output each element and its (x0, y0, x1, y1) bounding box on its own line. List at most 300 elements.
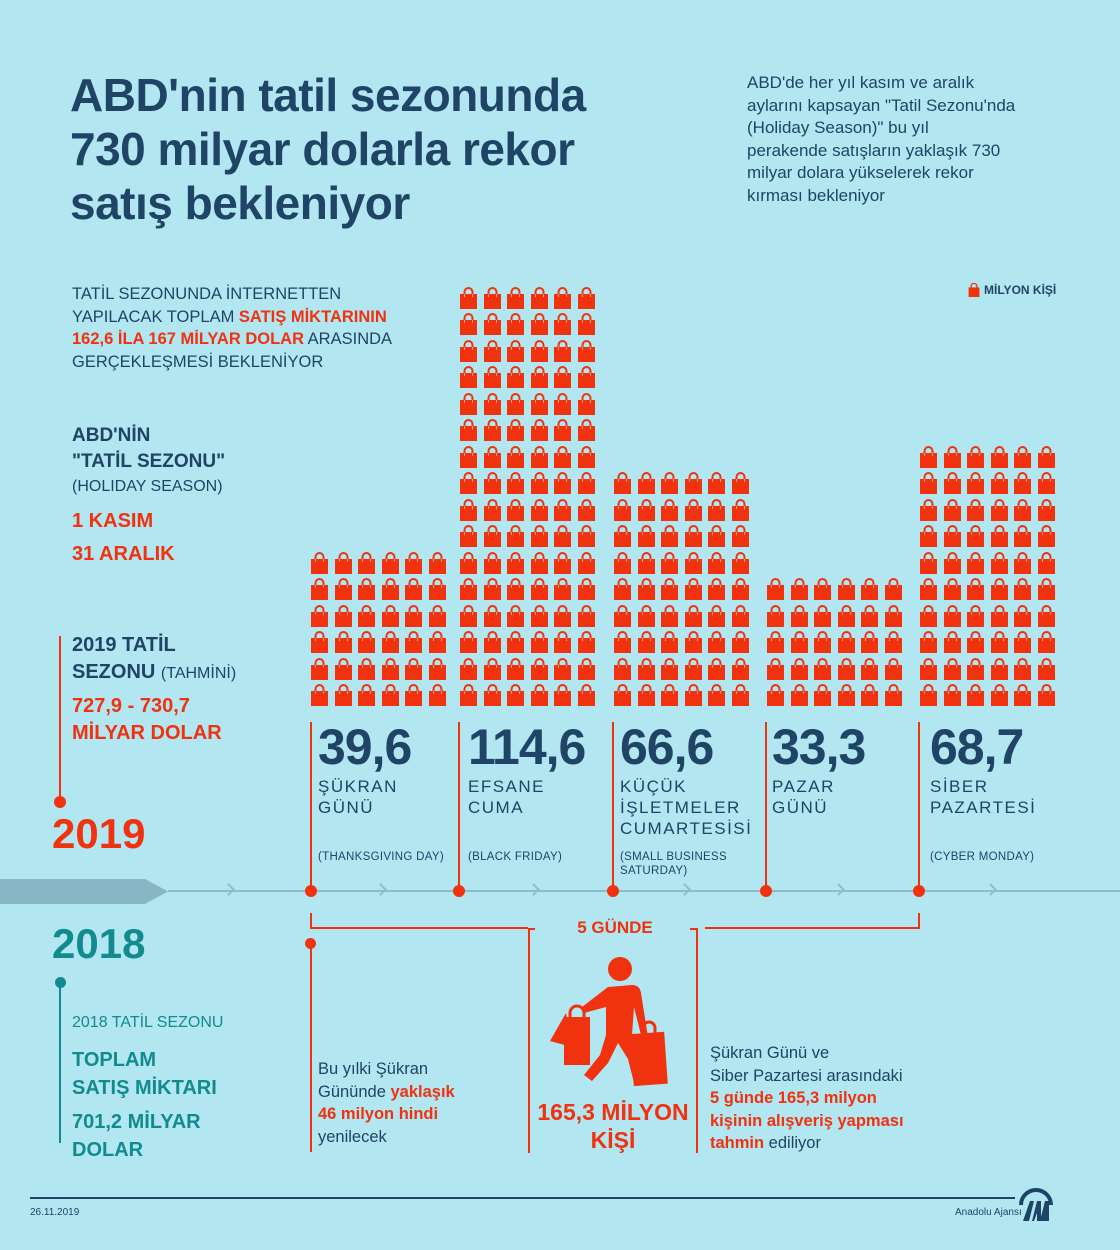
shopping-bag-icon (358, 578, 375, 600)
shopping-bag-icon (920, 578, 937, 600)
shopping-bag-icon (429, 631, 446, 653)
shopping-bag-icon (1014, 658, 1031, 680)
note-line (72, 306, 452, 329)
shopping-bag-icon (814, 578, 831, 600)
shopping-bag-icon (554, 472, 571, 494)
shopping-bag-icon (638, 684, 655, 706)
shopping-bag-icon (638, 472, 655, 494)
day-marker-dot (913, 885, 925, 897)
shopping-bag-icon (531, 446, 548, 468)
turkey-highlight: 46 milyon hindi (318, 1105, 439, 1123)
shopping-bag-icon (861, 605, 878, 627)
shopping-bag-icon (335, 605, 352, 627)
season-heading: "TATİL SEZONU" (72, 451, 226, 472)
shopping-bag-icon (991, 446, 1008, 468)
shopping-bag-icon (791, 684, 808, 706)
shopping-bag-icon (1038, 525, 1055, 547)
stat-small-business-saturday (620, 719, 770, 877)
shopping-bag-icon (358, 684, 375, 706)
season-2019-value: 727,9 - 730,7 (72, 695, 190, 717)
shopping-bag-icon (614, 578, 631, 600)
five-days-note (710, 1042, 970, 1155)
note-line: GERÇEKLEŞMESİ BEKLENİYOR (72, 352, 324, 371)
turkey-note-line (310, 944, 312, 1152)
day-marker-line (458, 722, 460, 892)
stat-label: GÜNÜ (318, 798, 375, 817)
shopping-bag-icon (382, 578, 399, 600)
season-start-date: 1 KASIM (72, 510, 154, 532)
season-2018-info (72, 1012, 312, 1164)
shopping-bag-icon (460, 684, 477, 706)
shopping-bag-icon (578, 340, 595, 362)
turkey-text: Gününde (318, 1082, 391, 1101)
shopping-bag-icon (382, 658, 399, 680)
shopping-bag-icon (767, 578, 784, 600)
season-2018-unit: DOLAR (72, 1139, 144, 1161)
stat-english-label: (CYBER MONDAY) (930, 851, 1035, 863)
stat-label: KÜÇÜK (620, 777, 688, 796)
shopping-bag-icon (335, 684, 352, 706)
shopping-bag-icon (460, 419, 477, 441)
shopping-bag-icon (335, 578, 352, 600)
shopping-bag-icon (382, 605, 399, 627)
shopping-bag-icon (638, 578, 655, 600)
shopping-bag-icon (578, 605, 595, 627)
shopping-bag-icon (661, 499, 678, 521)
shopping-bag-icon (578, 631, 595, 653)
shopping-bag-icon (661, 578, 678, 600)
shopping-bag-icon (460, 499, 477, 521)
shopping-bag-icon (460, 658, 477, 680)
shopping-bag-icon (554, 525, 571, 547)
shopping-bag-icon (967, 684, 984, 706)
intro-line: ABD'de her yıl kasım ve aralık (747, 73, 975, 92)
shopping-bag-icon (554, 287, 571, 309)
season-2019-unit: MİLYAR DOLAR (72, 722, 222, 744)
shopping-bag-icon (1038, 499, 1055, 521)
shopping-bag-icon (578, 446, 595, 468)
shopping-bag-icon (554, 313, 571, 335)
page-title (70, 68, 710, 230)
shopping-bag-icon (967, 631, 984, 653)
shopping-bag-icon (920, 631, 937, 653)
shopping-bag-icon (1014, 525, 1031, 547)
shopping-bag-icon (578, 658, 595, 680)
chevron-right-icon (832, 883, 845, 896)
shopping-bag-icon (732, 605, 749, 627)
pictogram-bar-cyber-monday (920, 446, 1055, 707)
bracket-right (705, 913, 920, 929)
shopping-bag-icon (484, 684, 501, 706)
shopping-bag-icon (578, 578, 595, 600)
shopping-bag-icon (920, 472, 937, 494)
shopping-bag-icon (614, 658, 631, 680)
stat-label: PAZARTESİ (930, 798, 1037, 817)
shopping-bag-icon (885, 684, 902, 706)
shopping-bag-icon (861, 578, 878, 600)
shopping-bag-icon (484, 287, 501, 309)
shopping-bag-icon (311, 684, 328, 706)
shopping-bag-icon (661, 605, 678, 627)
shopping-bag-icon (991, 552, 1008, 574)
shopping-bag-icon (484, 393, 501, 415)
shopping-bag-icon (944, 472, 961, 494)
shopping-bag-icon (767, 605, 784, 627)
season-2018-subtitle: 2018 TATİL SEZONU (72, 1014, 224, 1031)
stat-label: PAZAR (772, 777, 835, 796)
shopping-bag-icon (382, 684, 399, 706)
shopping-bag-icon (638, 525, 655, 547)
footer-date: 26.11.2019 (30, 1207, 80, 1218)
shopping-bag-icon (708, 631, 725, 653)
shopping-bag-icon (507, 658, 524, 680)
shopping-bag-icon (460, 393, 477, 415)
shopping-bag-icon (531, 340, 548, 362)
shopping-bag-icon (732, 552, 749, 574)
shopping-bag-icon (507, 605, 524, 627)
shopping-bag-icon (531, 631, 548, 653)
shopping-bag-icon (968, 283, 980, 297)
shopping-bag-icon (1014, 472, 1031, 494)
shopping-bag-icon (578, 552, 595, 574)
shopping-bag-icon (814, 684, 831, 706)
day-marker-dot (305, 885, 317, 897)
shopping-bag-icon (554, 340, 571, 362)
shopping-bag-icon (967, 605, 984, 627)
shopping-bag-icon (554, 605, 571, 627)
shopping-bag-icon (460, 340, 477, 362)
shopping-bag-icon (661, 472, 678, 494)
shopping-bag-icon (614, 499, 631, 521)
shopping-bag-icon (661, 631, 678, 653)
footer-agency: Anadolu Ajansı (955, 1207, 1022, 1218)
shopping-bag-icon (791, 605, 808, 627)
shopping-bag-icon (554, 499, 571, 521)
shopping-bag-icon (484, 472, 501, 494)
title-line: ABD'nin tatil sezonunda (70, 69, 586, 121)
shopping-bag-icon (1014, 499, 1031, 521)
stat-cyber-monday (930, 719, 1080, 863)
shopping-bag-icon (991, 684, 1008, 706)
day-marker-line (918, 722, 920, 892)
shopping-bag-icon (732, 499, 749, 521)
shopping-bag-icon (614, 525, 631, 547)
stat-thanksgiving (318, 719, 468, 863)
shopping-bag-icon (638, 631, 655, 653)
shopping-bag-icon (661, 552, 678, 574)
stat-label: EFSANE (468, 777, 546, 796)
pictogram-bar-thanksgiving (311, 552, 446, 707)
shopping-bag-icon (991, 525, 1008, 547)
turkey-line: yenilecek (318, 1127, 387, 1146)
season-2019-heading-text: SEZONU (72, 661, 156, 683)
chevron-right-icon (527, 883, 540, 896)
shopping-bag-icon (382, 631, 399, 653)
shopping-bag-icon (944, 499, 961, 521)
shopping-bag-icon (991, 605, 1008, 627)
five-days-label: 5 GÜNDE (577, 918, 653, 937)
stat-value: 68,7 (930, 719, 1024, 775)
shopping-bag-icon (578, 366, 595, 388)
intro-text (747, 72, 1077, 207)
shopping-bag-icon (554, 552, 571, 574)
shopping-bag-icon (920, 499, 937, 521)
shopping-bag-icon (685, 552, 702, 574)
between-line: Siber Pazartesi arasındaki (710, 1066, 903, 1085)
shopping-bag-icon (311, 658, 328, 680)
people-value: 165,3 MİLYON (537, 1099, 689, 1125)
shopping-bag-icon (484, 552, 501, 574)
shopping-bag-icon (1014, 631, 1031, 653)
shopping-bag-icon (920, 658, 937, 680)
title-line: 730 milyar dolarla rekor (70, 123, 575, 175)
shopping-bag-icon (507, 393, 524, 415)
shopping-bag-icon (554, 393, 571, 415)
shopping-bag-icon (484, 313, 501, 335)
shopping-bag-icon (507, 287, 524, 309)
shopping-bag-icon (661, 684, 678, 706)
shopping-bag-icon (708, 605, 725, 627)
shopping-bag-icon (861, 631, 878, 653)
between-line: Şükran Günü ve (710, 1044, 830, 1062)
timeline-2018-line (59, 983, 61, 1143)
shopping-bag-icon (944, 658, 961, 680)
stat-label: GÜNÜ (772, 798, 829, 817)
note-text: ARASINDA (304, 330, 393, 348)
shopping-bag-icon (861, 684, 878, 706)
shopping-bag-icon (507, 340, 524, 362)
shopping-bag-icon (507, 499, 524, 521)
shopper-icon (548, 955, 672, 1090)
shopping-bag-icon (944, 446, 961, 468)
shopping-bag-icon (638, 552, 655, 574)
shopping-bag-icon (944, 631, 961, 653)
shopping-bag-icon (507, 419, 524, 441)
season-2018-value: 701,2 MİLYAR (72, 1111, 201, 1133)
shopping-bag-icon (335, 631, 352, 653)
shopping-bag-icon (920, 552, 937, 574)
shopping-bag-icon (685, 684, 702, 706)
shopping-bag-icon (767, 658, 784, 680)
chart-legend (968, 283, 1056, 297)
shopping-bag-icon (484, 605, 501, 627)
timeline-2019-dot (54, 796, 66, 808)
shopping-bag-icon (405, 552, 422, 574)
shopping-bag-icon (708, 552, 725, 574)
shopping-bag-icon (405, 605, 422, 627)
shopping-bag-icon (708, 472, 725, 494)
day-marker-dot (607, 885, 619, 897)
shopping-bag-icon (358, 552, 375, 574)
holiday-season-info (72, 423, 302, 571)
shopping-bag-icon (578, 287, 595, 309)
shopping-bag-icon (358, 605, 375, 627)
shopping-bag-icon (460, 578, 477, 600)
turkey-note (318, 1058, 518, 1148)
shopping-bag-icon (335, 658, 352, 680)
shopping-bag-icon (614, 631, 631, 653)
shopping-bag-icon (311, 578, 328, 600)
shopping-bag-icon (311, 631, 328, 653)
shopping-bag-icon (685, 578, 702, 600)
shopping-bag-icon (531, 313, 548, 335)
season-2019-note: (TAHMİNİ) (160, 665, 237, 682)
shopping-bag-icon (507, 472, 524, 494)
season-2018-heading: TOPLAM (72, 1049, 157, 1071)
shopping-bag-icon (920, 605, 937, 627)
shopping-bag-icon (554, 631, 571, 653)
shopping-bag-icon (429, 605, 446, 627)
shopping-bag-icon (967, 658, 984, 680)
shopping-bag-icon (358, 631, 375, 653)
shopping-bag-icon (484, 340, 501, 362)
shopping-bag-icon (1038, 578, 1055, 600)
shopping-bag-icon (991, 499, 1008, 521)
timeline-arrow-bar (0, 879, 168, 904)
shopping-bag-icon (531, 552, 548, 574)
shopping-bag-icon (967, 552, 984, 574)
note-text: YAPILACAK TOPLAM (72, 307, 239, 326)
shopping-bag-icon (1014, 605, 1031, 627)
shopping-bag-icon (1014, 578, 1031, 600)
shopping-bag-icon (1038, 631, 1055, 653)
season-2019-info (72, 632, 312, 747)
note-line: TATİL SEZONUNDA İNTERNETTEN (72, 285, 342, 303)
turkey-highlight: yaklaşık (390, 1082, 455, 1101)
stat-label: ŞÜKRAN (318, 777, 398, 796)
shopping-bag-icon (885, 578, 902, 600)
shopping-bag-icon (967, 578, 984, 600)
stat-label: CUMA (468, 798, 525, 817)
shopping-bag-icon (791, 631, 808, 653)
shopping-bag-icon (614, 684, 631, 706)
shopping-bag-icon (460, 605, 477, 627)
legend-label: MİLYON KİŞİ (984, 283, 1057, 297)
shopping-bag-icon (554, 658, 571, 680)
shopping-bag-icon (507, 446, 524, 468)
shopping-bag-icon (732, 658, 749, 680)
shopping-bag-icon (554, 684, 571, 706)
shopping-bag-icon (1038, 605, 1055, 627)
pictogram-bar-black-friday (460, 287, 595, 707)
pictogram-bar-sunday (767, 578, 902, 706)
shopping-bag-icon (531, 472, 548, 494)
shopping-bag-icon (967, 472, 984, 494)
stat-english-label: SATURDAY) (620, 865, 688, 877)
shopping-bag-icon (661, 525, 678, 547)
shopping-bag-icon (484, 631, 501, 653)
shopping-bag-icon (554, 446, 571, 468)
shopping-bag-icon (484, 578, 501, 600)
shopping-bag-icon (460, 446, 477, 468)
stat-sunday (772, 719, 922, 818)
day-marker-dot (453, 885, 465, 897)
year-2018-label: 2018 (52, 920, 146, 967)
shopping-bag-icon (685, 525, 702, 547)
shopping-bag-icon (531, 658, 548, 680)
shopping-bag-icon (1038, 684, 1055, 706)
shopping-bag-icon (661, 658, 678, 680)
shopping-bag-icon (578, 684, 595, 706)
anadolu-agency-logo-icon (1018, 1187, 1054, 1223)
shopping-bag-icon (732, 472, 749, 494)
shopping-bag-icon (1014, 684, 1031, 706)
shopping-bag-icon (484, 525, 501, 547)
shopping-bag-icon (885, 658, 902, 680)
shopping-bag-icon (791, 658, 808, 680)
between-highlight: tahmin (710, 1134, 765, 1152)
shopping-bag-icon (991, 472, 1008, 494)
shopping-bag-icon (382, 552, 399, 574)
shopping-bag-icon (885, 631, 902, 653)
shopping-bag-icon (967, 525, 984, 547)
shopping-bag-icon (708, 499, 725, 521)
shopping-bag-icon (732, 578, 749, 600)
shopping-bag-icon (554, 366, 571, 388)
shopping-bag-icon (614, 552, 631, 574)
shopping-bag-icon (507, 366, 524, 388)
shopping-bag-icon (638, 499, 655, 521)
stat-value: 66,6 (620, 719, 714, 775)
shopping-bag-icon (944, 605, 961, 627)
shopping-bag-icon (791, 578, 808, 600)
stat-english-label: (BLACK FRIDAY) (468, 851, 563, 863)
shopping-bag-icon (944, 684, 961, 706)
shopping-bag-icon (311, 552, 328, 574)
shopping-bag-icon (732, 684, 749, 706)
timeline-2019-line (59, 636, 61, 796)
between-highlight: 5 günde 165,3 milyon (710, 1089, 877, 1107)
turkey-line (318, 1081, 518, 1104)
shopping-bag-icon (484, 366, 501, 388)
shopping-bag-icon (311, 605, 328, 627)
shopping-bag-icon (358, 658, 375, 680)
shopping-bag-icon (578, 525, 595, 547)
shopping-bag-icon (838, 631, 855, 653)
shopping-bag-icon (484, 446, 501, 468)
season-heading: ABD'NİN (72, 425, 151, 446)
day-marker-dot (760, 885, 772, 897)
footer-divider (30, 1197, 1015, 1199)
shopping-bag-icon (507, 631, 524, 653)
shopping-bag-icon (405, 684, 422, 706)
shopping-bag-icon (460, 287, 477, 309)
shopping-bag-icon (885, 605, 902, 627)
shopping-bag-icon (638, 658, 655, 680)
shopping-bag-icon (1014, 446, 1031, 468)
shopping-bag-icon (484, 499, 501, 521)
shopping-bag-icon (405, 578, 422, 600)
shopping-bag-icon (991, 631, 1008, 653)
shopping-bag-icon (578, 419, 595, 441)
chevron-right-icon (222, 883, 235, 896)
shopping-bag-icon (531, 578, 548, 600)
shopping-bag-icon (920, 525, 937, 547)
chevron-right-icon (678, 883, 691, 896)
chevron-right-icon (374, 883, 387, 896)
shopping-bag-icon (838, 658, 855, 680)
bracket-left (310, 913, 528, 929)
shopping-bag-icon (460, 631, 477, 653)
turkey-line: Bu yılki Şükran (318, 1060, 429, 1078)
season-subtitle: (HOLIDAY SEASON) (72, 478, 223, 495)
shopping-bag-icon (429, 552, 446, 574)
shopping-bag-icon (507, 525, 524, 547)
stat-label: İŞLETMELER (620, 798, 741, 817)
shopping-bag-icon (460, 366, 477, 388)
shopping-bag-icon (429, 658, 446, 680)
shopping-bag-icon (1038, 446, 1055, 468)
